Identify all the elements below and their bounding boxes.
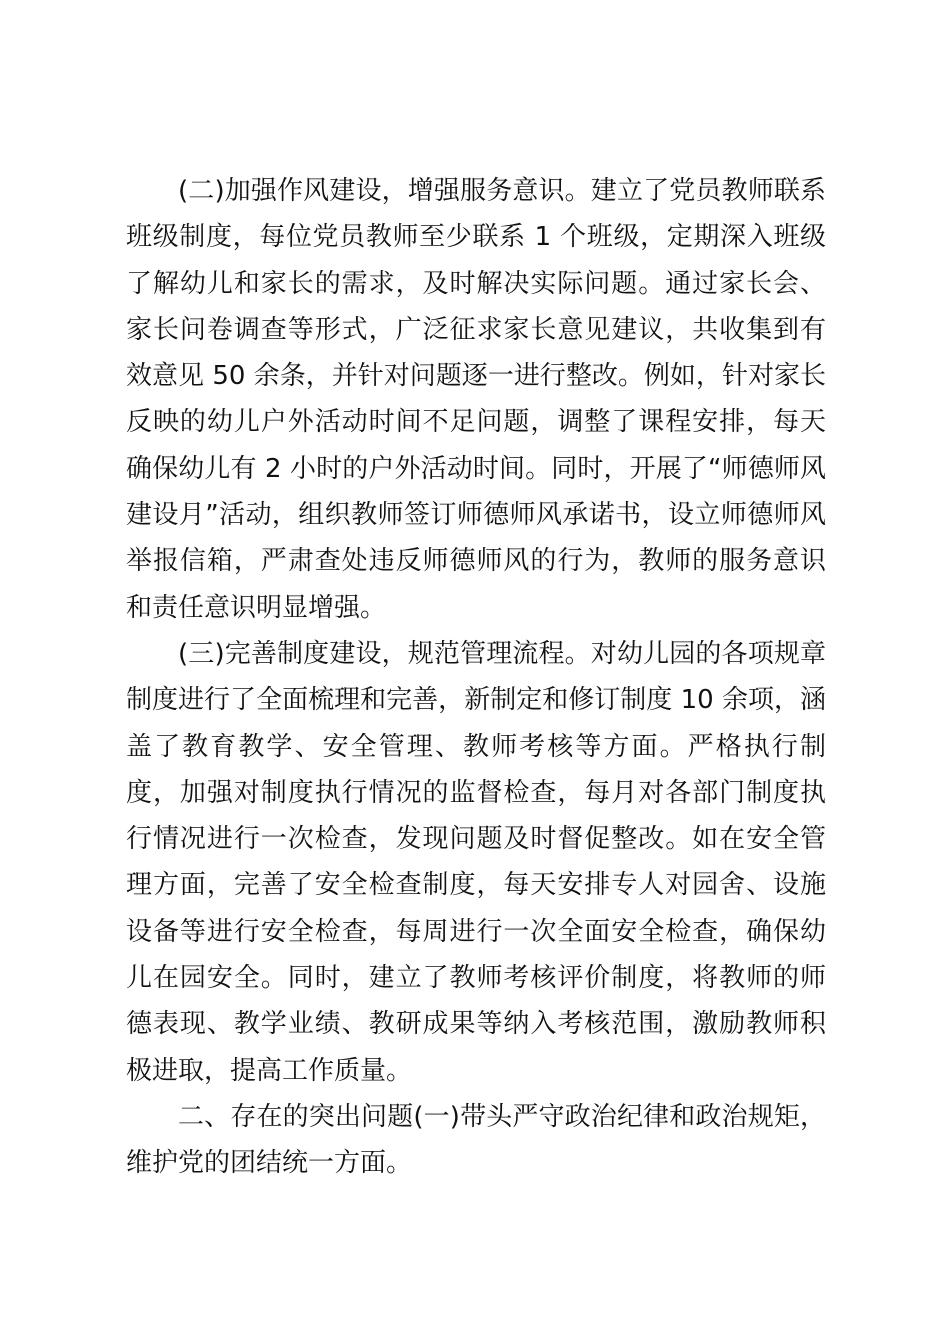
- paragraph-outstanding-problems: 二、存在的突出问题(一)带头严守政治纪律和政治规矩，维护党的团结统一方面。: [126, 1101, 826, 1179]
- paragraph-work-style: (二)加强作风建设，增强服务意识。建立了党员教师联系班级制度，每位党员教师至少联系 1 个班级，定期深入班级了解幼儿和家长的需求，及时解决实际问题。通过家长会、家长问卷调查等形式，广泛征求家长意见建议，共收集到有效意见 50 余条，并针对问题逐一进行整改。例如，针对家长反映的幼儿户外活动时间不足问题，调整了课程安排，每天确保幼儿有 2 小时的户外活动时间。同时，开展了“师德师风建设月”活动，组织教师签订师德师风承诺书，设立师德师风举报信箱，严肃查处违反师德师风的行为，教师的服务意识和责任意识明显增强。: [126, 176, 826, 623]
- paragraph-system-building: (三)完善制度建设，规范管理流程。对幼儿园的各项规章制度进行了全面梳理和完善，新制定和修订制度 10 余项，涵盖了教育教学、安全管理、教师考核等方面。严格执行制度，加强对制度执行情况的监督检查，每月对各部门制度执行情况进行一次检查，发现问题及时督促整改。如在安全管理方面，完善了安全检查制度，每天安排专人对园舍、设施设备等进行安全检查，每周进行一次全面安全检查，确保幼儿在园安全。同时，建立了教师考核评价制度，将教师的师德表现、教学业绩、教研成果等纳入考核范围，激励教师积极进取，提高工作质量。: [126, 638, 826, 1086]
- document-body: [126, 168, 826, 1187]
